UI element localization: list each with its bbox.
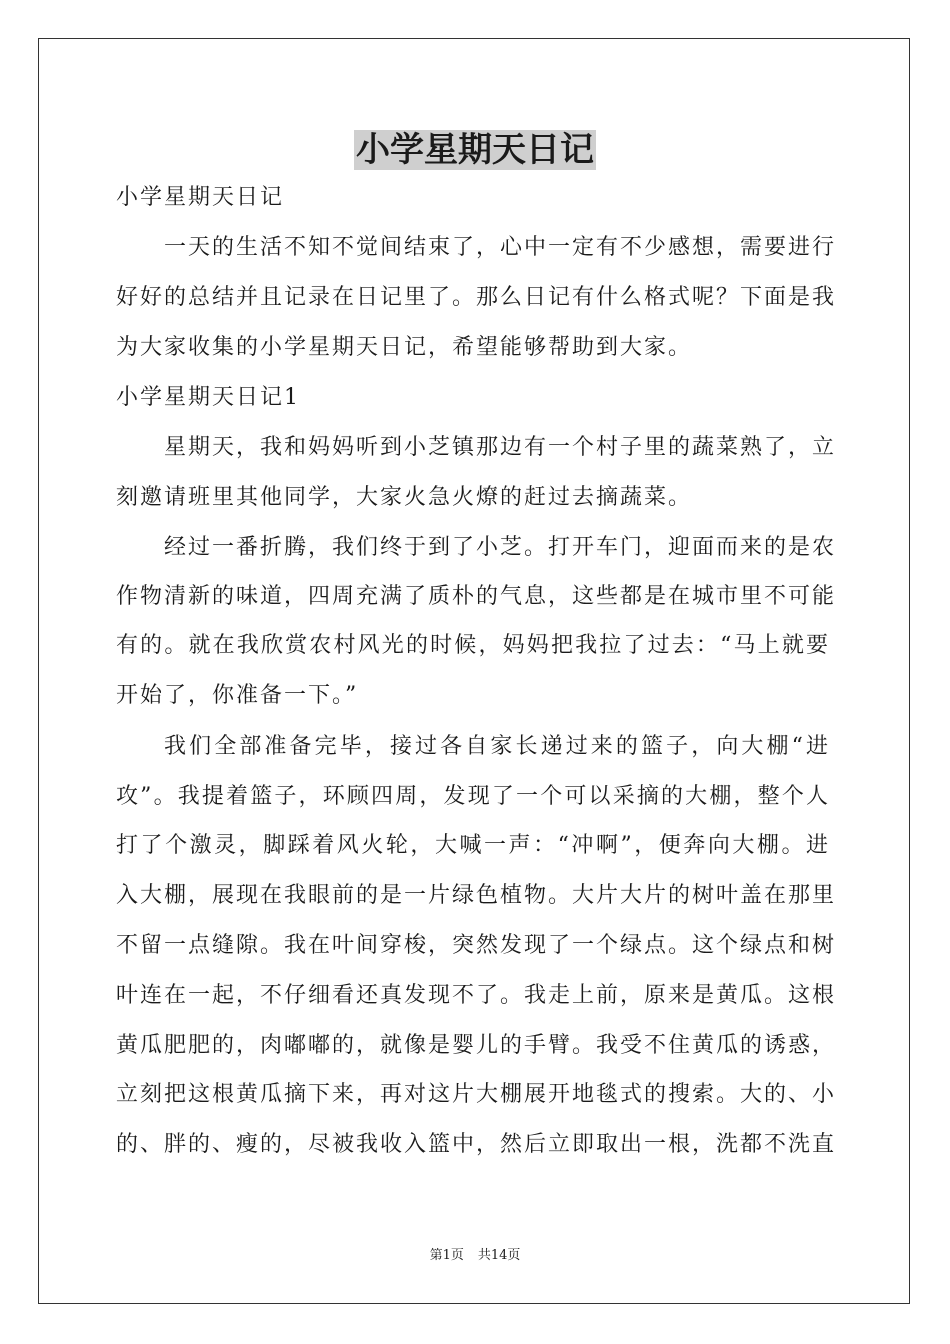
text-line: 叶连在一起，不仔细看还真发现不了。我走上前，原来是黄瓜。这根 <box>116 983 837 1008</box>
page-number: 第1页 <box>429 1248 464 1263</box>
text-line: 为大家收集的小学星期天日记，希望能够帮助到大家。 <box>116 335 693 360</box>
text-line: 经过一番折腾，我们终于到了小芝。打开车门，迎面而来的是农 <box>164 535 837 560</box>
text-line: 小学星期天日记 <box>116 185 285 210</box>
text-line: 开始了，你准备一下。” <box>116 683 359 708</box>
text-line: 星期天，我和妈妈听到小芝镇那边有一个村子里的蔬菜熟了，立 <box>164 435 837 460</box>
text-line: 刻邀请班里其他同学，大家火急火燎的赶过去摘蔬菜。 <box>116 485 693 510</box>
text-line: 有的。就在我欣赏农村风光的时候，妈妈把我拉了过去：“马上就要 <box>116 633 830 658</box>
text-line: 立刻把这根黄瓜摘下来，再对这片大棚展开地毯式的搜索。大的、小 <box>116 1082 837 1107</box>
page-footer <box>0 1247 950 1265</box>
text-line: 的、胖的、瘦的，尽被我收入篮中，然后立即取出一根，洗都不洗直 <box>116 1132 837 1157</box>
page-total: 共14页 <box>477 1248 521 1263</box>
text-line: 攻”。我提着篮子，环顾四周，发现了一个可以采摘的大棚，整个人 <box>116 784 830 809</box>
text-line: 入大棚，展现在我眼前的是一片绿色植物。大片大片的树叶盖在那里 <box>116 883 837 908</box>
text-line: 小学星期天日记1 <box>116 385 300 410</box>
document-title: 小学星期天日记 <box>356 130 594 170</box>
text-line: 一天的生活不知不觉间结束了，心中一定有不少感想，需要进行 <box>164 235 837 260</box>
page-border <box>38 38 910 1304</box>
text-line: 黄瓜肥肥的，肉嘟嘟的，就像是婴儿的手臂。我受不住黄瓜的诱惑， <box>116 1033 837 1058</box>
text-line: 作物清新的味道，四周充满了质朴的气息，这些都是在城市里不可能 <box>116 584 837 609</box>
text-line: 好好的总结并且记录在日记里了。那么日记有什么格式呢？下面是我 <box>116 285 837 310</box>
text-line: 我们全部准备完毕，接过各自家长递过来的篮子，向大棚“进 <box>164 734 830 759</box>
text-line: 不留一点缝隙。我在叶间穿梭，突然发现了一个绿点。这个绿点和树 <box>116 933 837 958</box>
text-line: 打了个激灵，脚踩着风火轮，大喊一声：“冲啊”，便奔向大棚。进 <box>116 833 830 858</box>
